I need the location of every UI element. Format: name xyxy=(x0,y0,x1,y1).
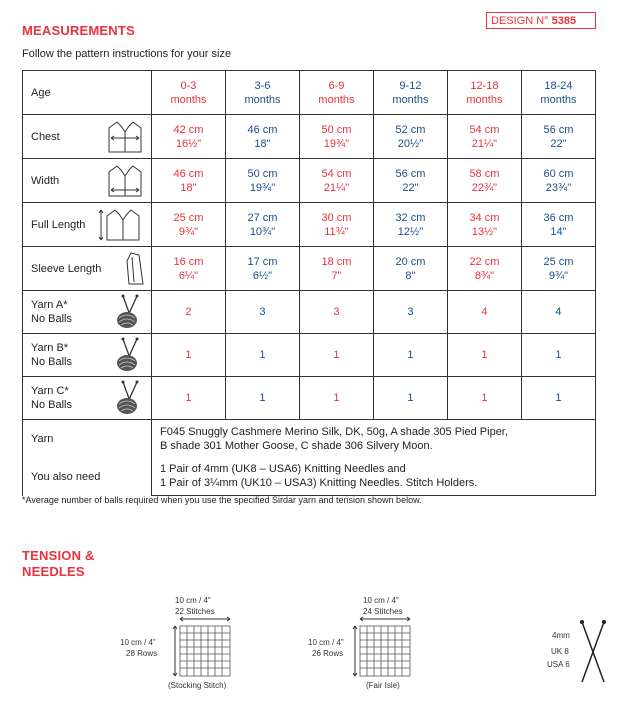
age-label: Age xyxy=(23,71,152,115)
yarn-b-row: Yarn B* No Balls 1 1 1 1 1 1 xyxy=(23,334,596,377)
full-length-label: Full Length xyxy=(31,218,86,231)
needles-info xyxy=(540,618,610,688)
needs-row xyxy=(23,458,596,496)
yarn-ball-icon xyxy=(113,337,145,373)
sleeve-length-row: Sleeve Length 16 cm 6¼" 17 cm 6½" 18 cm 7" 20 cm 8" 22 cm 8¾" 25 cm 9¾" xyxy=(23,247,596,291)
tension-swatch-stocking: 10 cm / 4" 22 Stitches 10 cm / 4" 28 Rows (Stocking Stitch) xyxy=(120,596,270,696)
tension-needles-title: TENSION & NEEDLES xyxy=(22,548,95,579)
yarn-ball-icon xyxy=(113,294,145,330)
cardigan-width-icon xyxy=(105,164,145,198)
design-number-box xyxy=(486,12,596,29)
no-balls-label: No Balls xyxy=(31,356,72,368)
needle-size: 4mm xyxy=(552,631,570,640)
swatch-grid-icon xyxy=(172,616,232,678)
needs-text: 1 Pair of 3¼mm (UK10 – USA3) Knitting Needles. Stitch Holders. xyxy=(160,477,478,490)
yarn-a-label: Yarn A* xyxy=(31,299,68,311)
design-label: DESIGN N° xyxy=(491,15,549,27)
yarn-a-row: Yarn A* No Balls 2 3 3 3 4 4 xyxy=(23,291,596,334)
yarn-c-row: Yarn C* No Balls 1 1 1 1 1 1 xyxy=(23,377,596,420)
footnote: *Average number of balls required when you use the specified Sirdar yarn and tension shown below. xyxy=(22,495,422,505)
table-cell: 50 cm 19¾" xyxy=(299,115,373,159)
page-title: MEASUREMENTS xyxy=(22,23,135,38)
no-balls-label: No Balls xyxy=(31,313,72,325)
size-header: 9-12 months xyxy=(373,71,447,115)
size-header: 3-6 months xyxy=(225,71,299,115)
chest-row xyxy=(23,115,596,159)
yarn-ball-icon xyxy=(113,380,145,416)
width-row: Width 46 cm 18" 50 cm 19¾" 54 cm 21¼" 56 cm 22" 58 cm 22¾" 60 cm 23¾" xyxy=(23,159,596,203)
cardigan-chest-icon xyxy=(105,120,145,154)
measurements-table xyxy=(22,70,596,496)
table-cell: 46 cm 18" xyxy=(225,115,299,159)
table-cell: 54 cm 21¼" xyxy=(447,115,521,159)
no-balls-label: No Balls xyxy=(31,399,72,411)
needle-uk: UK 8 xyxy=(551,647,569,656)
table-cell: 52 cm 20½" xyxy=(373,115,447,159)
needle-usa: USA 6 xyxy=(547,660,570,669)
sleeve-icon xyxy=(123,251,145,287)
size-header: 18-24 months xyxy=(521,71,595,115)
table-cell: 56 cm 22" xyxy=(521,115,595,159)
table-cell: 42 cm 16½" xyxy=(152,115,226,159)
width-label: Width xyxy=(31,174,60,187)
needs-text: 1 Pair of 4mm (UK8 – USA6) Knitting Needles and xyxy=(160,463,406,476)
knitting-needles-icon xyxy=(578,618,608,684)
size-header: 0-3 months xyxy=(152,71,226,115)
design-number: 5385 xyxy=(551,15,577,27)
yarn-label: Yarn xyxy=(23,420,152,458)
cardigan-length-icon xyxy=(97,207,145,243)
yarn-info-row xyxy=(23,420,596,458)
chest-label: Chest xyxy=(31,130,60,143)
tension-swatch-fair-isle: 10 cm / 4" 24 Stitches 10 cm / 4" 26 Rows (Fair Isle) xyxy=(308,596,458,696)
yarn-c-label: Yarn C* xyxy=(31,385,69,397)
yarn-b-label: Yarn B* xyxy=(31,342,69,354)
size-header: 6-9 months xyxy=(299,71,373,115)
size-header: 12-18 months xyxy=(447,71,521,115)
you-also-need-label: You also need xyxy=(23,458,152,496)
age-row xyxy=(23,71,596,115)
full-length-row: Full Length 25 cm 9¾" 27 cm 10¾" 30 cm 11¾" 32 cm 12½" 34 cm 13½" 36 cm 14" xyxy=(23,203,596,247)
yarn-text: B shade 301 Mother Goose, C shade 306 Silvery Moon. xyxy=(160,439,433,452)
sleeve-length-label: Sleeve Length xyxy=(31,262,102,275)
subtitle: Follow the pattern instructions for your size xyxy=(22,48,232,60)
swatch-grid-icon xyxy=(352,616,412,678)
yarn-text: F045 Snuggly Cashmere Merino Silk, DK, 50g, A shade 305 Pied Piper, xyxy=(160,425,508,438)
